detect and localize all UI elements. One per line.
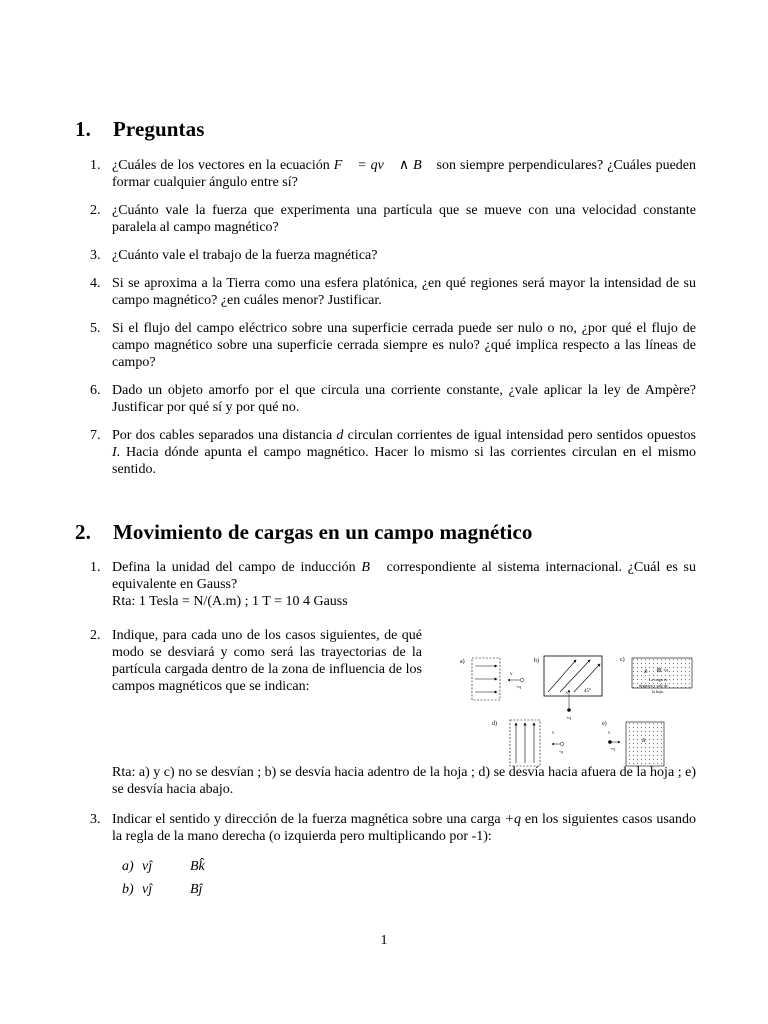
case-c [620,656,692,694]
svg-text:negativa y sale de: negativa y sale de [639,683,668,688]
question-3: 3. ¿Cuánto vale el trabajo de la fuerza magnética? [90,248,378,263]
svg-text:La carga es: La carga es [649,677,668,682]
svg-text:45°: 45° [584,689,591,694]
svg-text:v: v [552,731,555,736]
case-d [492,720,564,766]
question-7: 7. Por dos cables separados una distancia d circulan corrientes de igual intensidad pero sentidos opuestos I. Hacia dónde apunta el campo magnético. Hacer lo mismo si las corrientes circulan en el mismo sentido. [90,428,696,477]
answer-2: Rta: a) y c) no se desvían ; b) se desvía hacia adentro de la hoja ; d) se desvía hacia afuera de la hoja ; e) se desvía hacia abajo. [112,765,696,797]
section-1-title [75,117,205,142]
case-e [602,720,664,766]
section-1-questions [90,157,696,489]
svg-text:+q: +q [516,684,521,689]
svg-text:la hoja.: la hoja. [652,689,664,694]
question-5: 5. Si el flujo del campo eléctrico sobre una superficie cerrada puede ser nulo o no, ¿por qué el flujo de campo magnético sobre una superficie cerrada siempre es nulo? ¿qué implica respecto a las líneas de campo? [90,321,696,370]
case-a-row: a) vĵ Bk̂ [122,859,205,874]
question-1: 1. ¿Cuáles de los vectores en la ecuación F⃗ = qv⃗ ∧ B⃗ son siempre perpendiculares? ¿Cuáles pueden formar cualquier ángulo entre sí? [90,158,696,190]
question-4: 4. Si se aproxima a la Tierra como una esfera platónica, ¿en qué regiones será mayor la intensidad de su campo magnético? ¿en cuáles menor? Justificar. [90,276,696,308]
svg-text:d): d) [492,721,497,727]
svg-text:-q: -q [559,749,563,754]
question-6: 6. Dado un objeto amorfo por el que circula una corriente constante, ¿vale aplicar la ley de Ampère? Justificar por qué sí y por qué no. [90,383,696,415]
section-2-number: 2. [75,520,91,544]
svg-text:b): b) [534,658,539,664]
question-2: 2. ¿Cuánto vale la fuerza que experimenta una partícula que se mueve con una velocidad constante paralela al campo magnético? [90,203,696,235]
magnetic-field-cases-figure [456,650,700,768]
answer-1: Rta: 1 Tesla = N/(A.m) ; 1 T = 10 4 Gauss [112,594,348,609]
page-number: 1 [380,933,388,948]
svg-text:+q: +q [566,715,571,720]
section-2-heading: Movimiento de cargas en un campo magnético [113,520,533,544]
svg-text:v: v [608,731,611,736]
section-2-title [75,520,532,545]
case-b [534,656,602,720]
case-b-row: b) vĵ Bĵ [122,882,203,897]
section-1-heading: Preguntas [113,117,205,141]
svg-text:c): c) [620,657,625,663]
section-2-item-1: 1. Defina la unidad del campo de inducción B⃗ correspondiente al sistema internacional. ¿Cuál es su equivalente en Gauss? Rta: 1 Tesla = N/(A.m) ; 1 T = 10 4 Gauss [90,560,696,609]
svg-text:B: B [642,738,646,744]
section-2-item-2: 2. Indique, para cada uno de los casos siguientes, de qué modo se desviará y como será las trayectorias de la partícula cargada dentro de la zona de influencia de los campos magnéticos que se indican: [90,628,422,694]
lorentz-equation: F⃗ = qv⃗ ∧ B⃗ [333,158,433,173]
svg-text:a): a) [460,659,465,665]
section-2-item-3: 3. Indicar el sentido y dirección de la fuerza magnética sobre una carga +q en los siguientes casos usando la regla de la mano derecha (o izquierda pero multiplicando por -1): [90,812,696,844]
section-1-number: 1. [75,117,91,141]
svg-text:v: v [510,672,513,677]
svg-text:e): e) [602,721,607,727]
svg-text:B: B [644,669,648,675]
svg-text:+q: +q [610,746,615,751]
case-a [460,658,524,700]
svg-text:v: v [566,691,569,696]
svg-text:+q: +q [663,667,668,672]
